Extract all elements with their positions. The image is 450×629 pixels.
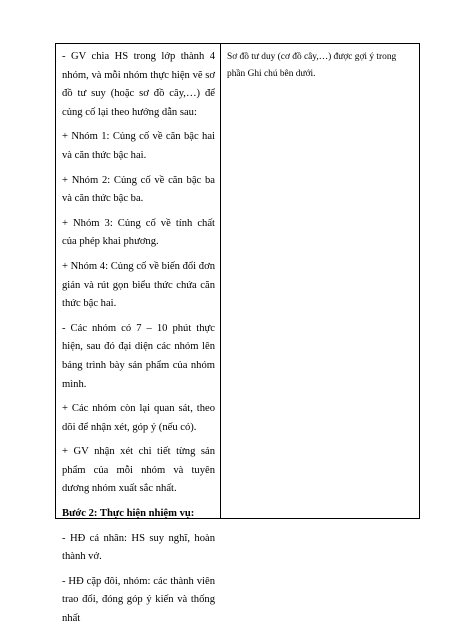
student-product-content bbox=[221, 44, 419, 83]
teacher-activity-content bbox=[56, 44, 220, 625]
paragraph-group-assignment: - GV chia HS trong lớp thành 4 nhóm, và mỗi nhóm thực hiện vẽ sơ đồ tư suy (hoặc sơ đồ cây,…) để củng cố lại theo hướng dẫn sau: bbox=[62, 51, 215, 118]
mind-map-note: Sơ đồ tư duy (cơ đồ cây,…) được gợi ý trong phần Ghi chú bên dưới. bbox=[227, 52, 397, 79]
paragraph-individual-activity: - HĐ cá nhân: HS suy nghĩ, hoàn thành vở. bbox=[62, 532, 215, 563]
paragraph-group-1: + Nhóm 1: Củng cố về căn bậc hai và căn thức bậc hai. bbox=[62, 131, 215, 161]
lesson-table bbox=[55, 43, 420, 625]
teacher-activity-cell bbox=[56, 44, 221, 625]
step-2-heading: Bước 2: Thực hiện nhiệm vụ: bbox=[62, 508, 195, 520]
paragraph-observe: + Các nhóm còn lại quan sát, theo dõi để nhận xét, góp ý (nếu có). bbox=[62, 403, 215, 433]
table-row bbox=[56, 44, 420, 519]
paragraph-timing: - Các nhóm có 7 – 10 phút thực hiện, sau đó đại diện các nhóm lên bảng trình bày sản phẩm của nhóm mình. bbox=[62, 322, 215, 390]
student-product-cell bbox=[221, 44, 420, 519]
paragraph-group-2: + Nhóm 2: Củng cố về căn bậc ba và căn thức bậc ba. bbox=[62, 174, 215, 205]
paragraph-group-4: + Nhóm 4: Củng cố về biến đổi đơn giản và rút gọn biểu thức chứa căn thức bậc hai. bbox=[62, 260, 215, 310]
paragraph-group-3: + Nhóm 3: Củng cố về tính chất của phép khai phương. bbox=[62, 217, 215, 248]
paragraph-teacher-feedback: + GV nhận xét chi tiết từng sản phẩm của mỗi nhóm và tuyên dương nhóm xuất sắc nhất. bbox=[62, 446, 215, 495]
paragraph-pair-group-activity: - HĐ cặp đôi, nhóm: các thành viên trao đổi, đóng góp ý kiến và thống nhất bbox=[62, 575, 215, 625]
